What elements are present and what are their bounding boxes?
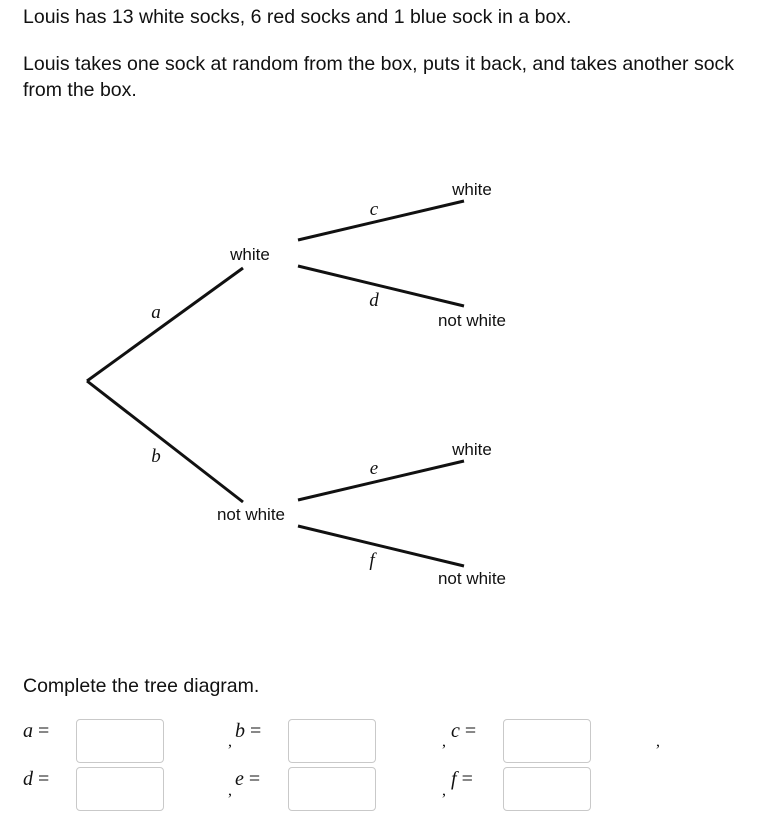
branch-label-f: f <box>369 550 375 571</box>
branch-line-b <box>87 381 243 502</box>
answer-b-label: b = <box>235 720 262 742</box>
answer-d-input[interactable] <box>76 767 164 811</box>
branch-line-e <box>298 461 464 500</box>
answer-e-label: e = <box>235 768 261 790</box>
separator-comma: , <box>656 733 660 750</box>
answer-b-input[interactable] <box>288 719 376 763</box>
second-not-white-bottom-label: not white <box>437 569 507 588</box>
answer-f-input[interactable] <box>503 767 591 811</box>
separator-comma: , <box>442 782 446 799</box>
answer-a-label: a = <box>23 720 50 742</box>
branch-label-b: b <box>151 446 161 467</box>
separator-comma: , <box>442 733 446 750</box>
second-white-top-label: white <box>452 180 492 199</box>
answer-a-input[interactable] <box>76 719 164 763</box>
branch-line-f <box>298 526 464 566</box>
second-not-white-top-label: not white <box>437 311 507 330</box>
first-not-white-label: not white <box>216 505 286 524</box>
branch-line-a <box>87 268 243 381</box>
instruction: Complete the tree diagram. <box>23 675 260 697</box>
answer-f-label: f = <box>451 768 473 790</box>
branch-line-d <box>298 266 464 306</box>
branch-label-d: d <box>369 290 379 311</box>
branch-label-c: c <box>369 199 379 220</box>
answer-e-input[interactable] <box>288 767 376 811</box>
second-white-bottom-label: white <box>452 440 492 459</box>
question-intro: Louis has 13 white socks, 6 red socks and 1 blue sock in a box. <box>23 6 572 28</box>
answer-c-label: c = <box>451 720 477 742</box>
answer-c-input[interactable] <box>503 719 591 763</box>
separator-comma: , <box>228 733 232 750</box>
branch-line-c <box>298 201 464 240</box>
question-procedure: Louis takes one sock at random from the box, puts it back, and takes another sock from the box. <box>23 53 735 101</box>
answer-d-label: d = <box>23 768 50 790</box>
branch-label-e: e <box>369 458 379 479</box>
branch-label-a: a <box>151 302 161 323</box>
first-white-label: white <box>230 245 270 264</box>
separator-comma: , <box>228 782 232 799</box>
